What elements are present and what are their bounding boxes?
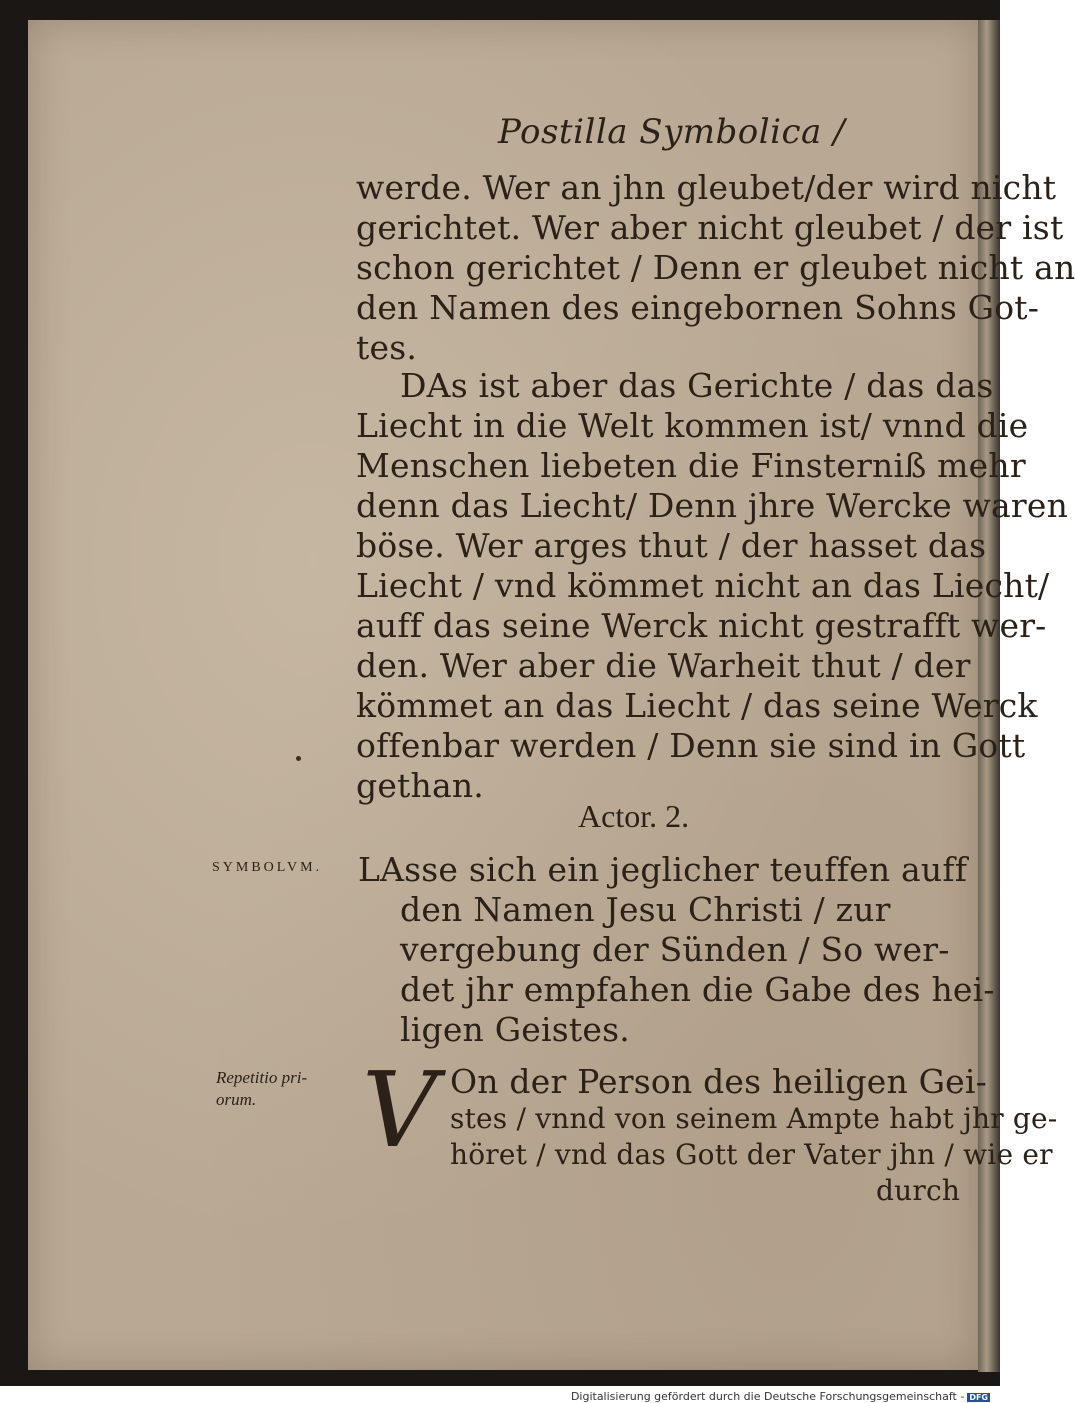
body-line: den. Wer aber die Warheit thut / der <box>356 646 971 685</box>
final-line: stes / vnnd von seinem Ampte habt jhr ge- <box>450 1102 1058 1135</box>
body-line: DAs ist aber das Gerichte / das das <box>400 366 994 405</box>
body-line: Menschen liebeten die Finsterniß mehr <box>356 446 1026 485</box>
body-line: böse. Wer arges thut / der hasset das <box>356 526 987 565</box>
symbolum-line: den Namen Jesu Christi / zur <box>400 890 891 929</box>
final-line: höret / vnd das Gott der Vater jhn / wie er <box>450 1138 1053 1171</box>
body-line: gethan. <box>356 766 484 805</box>
body-line: offenbar werden / Denn sie sind in Gott <box>356 726 1026 765</box>
body-line: den Namen des eingebornen Sohns Got- <box>356 288 1040 327</box>
credit-text: Digitalisierung gefördert durch die Deutsche Forschungsgemeinschaft - <box>570 1390 965 1403</box>
body-line: schon gerichtet / Denn er gleubet nicht an <box>356 248 1075 287</box>
margin-note-repetitio: orum. <box>216 1090 257 1109</box>
body-line: tes. <box>356 328 418 367</box>
body-line: denn das Liecht/ Denn jhre Wercke waren <box>356 486 1069 525</box>
dfg-logo: DFG <box>969 1392 988 1402</box>
symbolum-line: LAsse sich ein jeglicher teuffen auff <box>358 850 968 889</box>
running-header: Postilla Symbolica / <box>498 112 846 152</box>
catchword: durch <box>876 1174 961 1207</box>
margin-mark <box>296 756 301 761</box>
margin-note-repetitio: Repetitio pri- <box>216 1068 308 1087</box>
drop-cap: V <box>362 1049 438 1171</box>
digitization-credit <box>571 1390 990 1403</box>
body-line: werde. Wer an jhn gleubet/der wird nicht <box>356 168 1057 207</box>
body-line: Liecht / vnd kömmet nicht an das Liecht/ <box>356 566 1050 605</box>
symbolum-line: det jhr empfahen die Gabe des hei- <box>400 970 995 1009</box>
margin-note-symbolum: SYMBOLVM. <box>212 860 323 875</box>
symbolum-line: ligen Geistes. <box>400 1010 630 1049</box>
symbolum-line: vergebung der Sünden / So wer- <box>400 930 950 969</box>
section-heading: Actor. 2. <box>578 798 690 834</box>
body-line: auff das seine Werck nicht gestrafft wer- <box>356 606 1047 645</box>
final-line: On der Person des heiligen Gei- <box>450 1062 988 1101</box>
body-line: gerichtet. Wer aber nicht gleubet / der ist <box>356 208 1064 247</box>
body-line: kömmet an das Liecht / das seine Werck <box>356 686 1038 725</box>
body-line: Liecht in die Welt kommen ist/ vnnd die <box>356 406 1029 445</box>
